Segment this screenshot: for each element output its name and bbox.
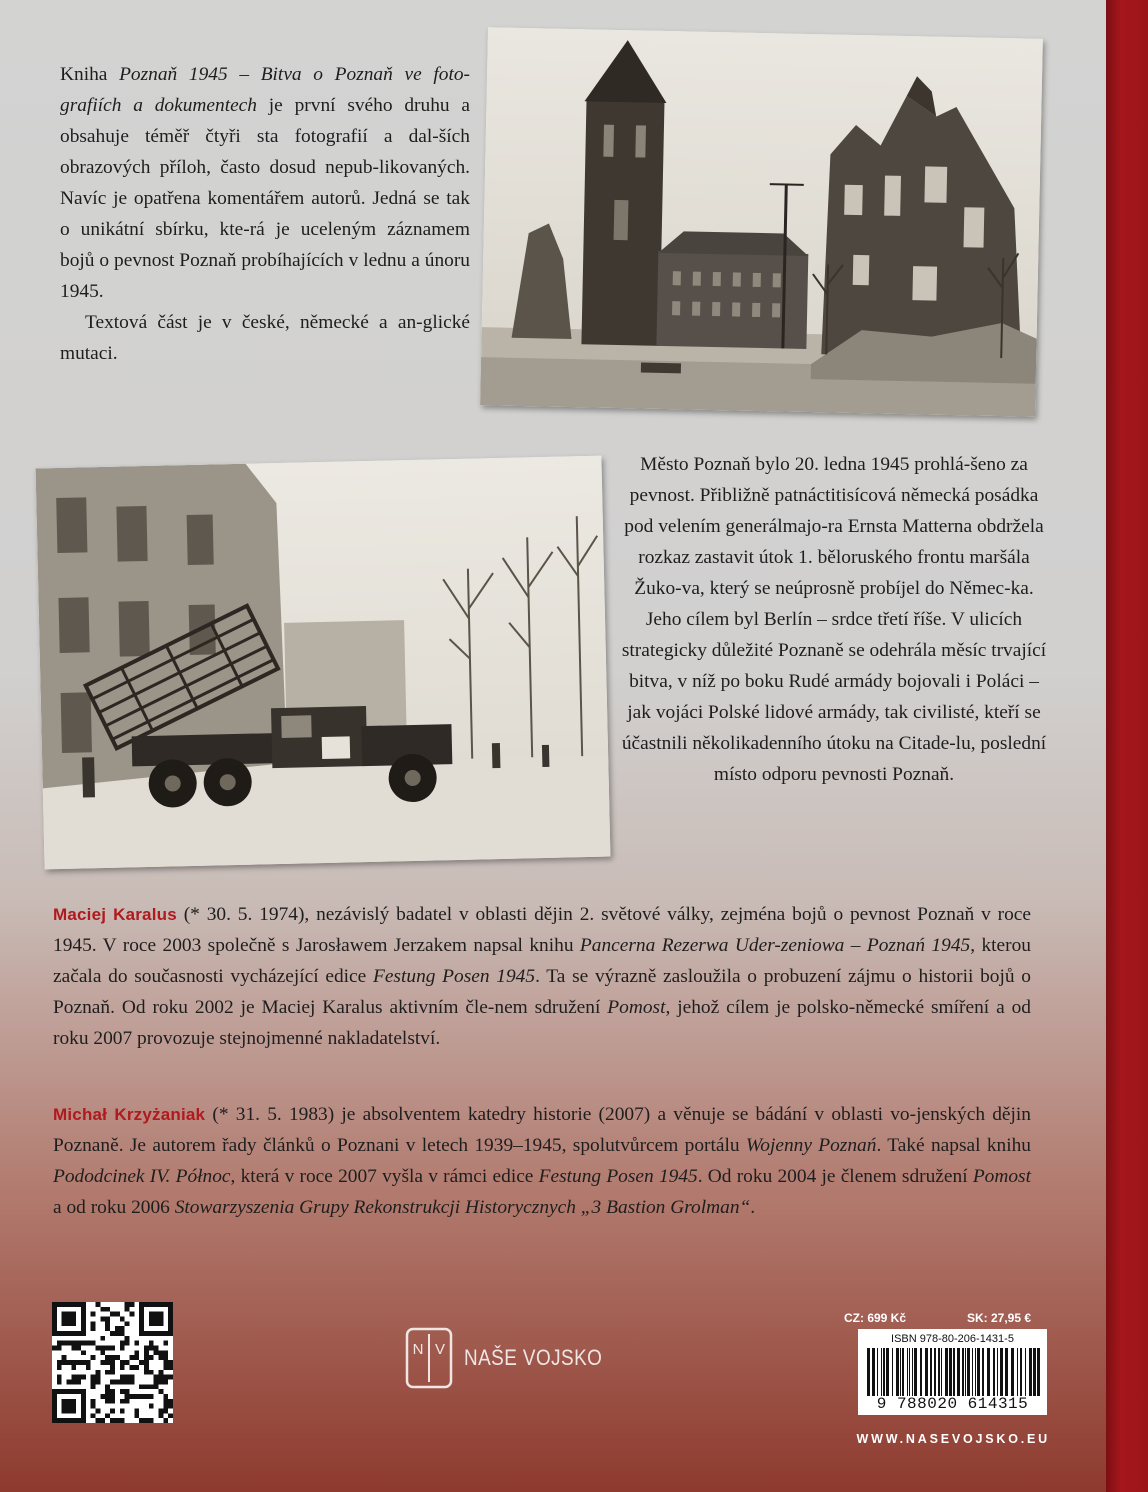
bio2-text-e: a od roku 2006 [53,1197,175,1218]
bio1-text-d: , jehož cílem je polsko-německé smíření a od roku 2007 provozuje stejnojmenné nakladatelství. [53,997,1031,1049]
bio2-text-d: . Od roku 2004 je členem sdružení [697,1166,973,1187]
intro-text [60,59,470,369]
author-bio-karalus [53,899,1031,1054]
bio2-text-a: (* 31. 5. 1983) je absolventem katedry historie (2007) a věnuje se bádání v oblasti vo-jenských dějin Poznaně. Je autorem řady článků o Poznani v letech 1939–1945, spolutvůrcem portálu [53,1104,1031,1156]
publisher-logo [404,1326,625,1390]
castle-ruins-illustration [480,27,1043,417]
rocket-truck-photo [36,456,611,870]
author-bio-krzyzaniak [53,1099,1031,1223]
isbn-barcode [858,1329,1047,1415]
bio2-text-f: . [750,1197,756,1218]
publisher-website[interactable]: WWW.NASEVOJSKO.EU [856,1432,1050,1446]
intro-paragraph-2: Textová část je v české, německé a an-glické mutaci. [60,312,470,364]
bio1-italic-2: Festung Posen 1945 [372,966,536,987]
bio2-text-c: , která v roce 2007 vyšla v rámci edice [230,1166,539,1187]
author-name: Michał Krzyżaniak [53,1105,206,1124]
intro-paragraph-1 [60,59,470,307]
rocket-truck-illustration [36,456,611,870]
book-spine [1106,0,1148,1492]
bio1-text-a: (* 30. 5. 1974), nezávislý badatel v oblasti dějin 2. světové války, zejména bojů o pevnost Poznaň v roce 1945. V roce 2003 společně s Jarosławem Jerzakem napsal knihu [53,904,1031,956]
bio1-text-b: , kterou začala do současnosti vycházející edice [53,935,1032,987]
price-sk: SK: 27,95 € [967,1311,1032,1325]
bio2-italic-5: Stowarzyszenia Grupy Rekonstrukcji Historycznych „3 Bastion Grolman“ [174,1197,751,1218]
publisher-name: NAŠE VOJSKO [464,1345,603,1370]
barcode-icon [861,1348,1044,1396]
logo-letter-v: V [434,1341,446,1358]
barcode-digits: 9 788020 614315 [876,1395,1029,1413]
bio2-italic-4: Pomost [972,1166,1031,1187]
bio2-italic-1: Wojenny Poznań [745,1135,877,1156]
bio2-text-b: . Také napsal knihu [876,1135,1031,1156]
bio1-italic-3: Pomost [607,997,666,1018]
qr-code-icon [52,1302,173,1423]
publisher-emblem-icon [404,1326,454,1390]
intro-p1-text-b: je první svého druhu a obsahuje téměř čtyři sta fotografií a dal-ších obrazových příloh, často dosud nepub-likovaných. Navíc je opatřena komentářem autorů. Jedná se tak o unikátní sbírku, kte-rá je uceleným záznamem bojů o pevnost Poznaň probíhajících v lednu a únoru 1945. [60,95,471,302]
logo-letter-n: N [412,1341,424,1358]
city-history-text: Město Poznaň bylo 20. ledna 1945 prohlá-šeno za pevnost. Přibližně patnáctitisícová německá posádka pod velením generálmajo-ra Ernsta Matterna obdržela rozkaz zastavit útok 1. běloruského frontu maršála Žuko-va, který se neúprosně probíjel do Němec-ka. Jeho cílem byl Berlín – srdce třetí říše. V ulicích strategicky důležité Poznaně se odehrála měsíc trvající bitva, v níž po boku Rudé armády bojovali i Poláci – jak vojáci Polské lidové armády, tak civilisté, kteří se účastnili několikadenního útoku na Citade-lu, poslední místo odporu pevnosti Poznaň. [621,454,1047,785]
bio2-italic-2: Pododcinek IV. Północ [53,1166,231,1187]
author-name: Maciej Karalus [53,905,177,924]
price-cz: CZ: 699 Kč [844,1311,907,1325]
book-title: Poznaň 1945 – Bitva o Poznaň ve foto-grafiích a dokumentech [60,64,470,116]
bio1-text-c: . Ta se výrazně zasloužila o probuzení zájmu o historii bojů o Poznaň. Od roku 2002 je Maciej Karalus aktivním čle-nem sdružení [53,966,1031,1018]
isbn-label: ISBN 978-80-206-1431-5 [891,1333,1014,1345]
intro-p1-text-a: Kniha [60,64,120,85]
qr-code[interactable] [52,1302,173,1423]
bio1-italic-1: Pancerna Rezerwa Uder-zeniowa – Poznań 1945 [579,935,971,956]
bio2-italic-3: Festung Posen 1945 [538,1166,698,1187]
castle-ruins-photo [480,27,1043,417]
